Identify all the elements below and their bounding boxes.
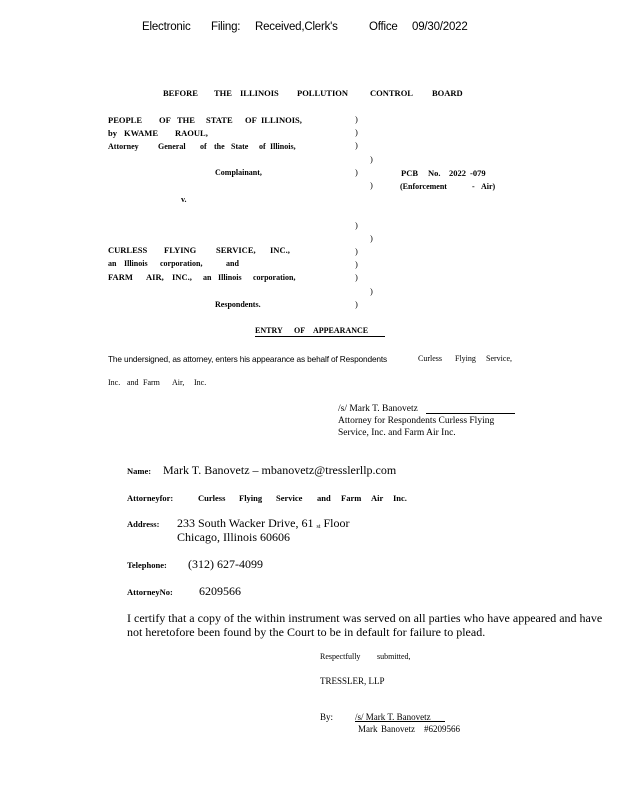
attorney-for-word: Curless	[198, 493, 226, 503]
caption-word: INC.,	[172, 272, 192, 282]
signature-role-line: Attorney for Respondents Curless Flying	[338, 416, 495, 426]
respectfully-word: Respectfully	[320, 652, 361, 661]
case-number-word: 2022	[449, 168, 466, 178]
caption-word: and	[226, 259, 239, 268]
filing-header-word: Received,Clerk's	[255, 21, 338, 33]
complainant-role: Complainant,	[215, 168, 262, 177]
attorney-for-word: and	[317, 493, 331, 503]
attorney-no-label: AttorneyNo:	[127, 587, 173, 597]
case-number-word: PCB	[401, 168, 418, 178]
paren: )	[355, 167, 358, 177]
caption-word: SERVICE,	[216, 245, 256, 255]
address-floor: Floor	[323, 516, 350, 530]
filing-header-word: Filing:	[211, 21, 241, 33]
caption-word: AIR,	[146, 272, 164, 282]
caption-word: of	[200, 142, 207, 151]
address-line-1	[177, 516, 349, 531]
caption-word: OF	[159, 115, 171, 125]
address-line-2: Chicago, Illinois 60606	[177, 530, 290, 544]
address-label: Address:	[127, 519, 160, 529]
caption-word: Illinois	[218, 273, 242, 282]
caption-word: PEOPLE	[108, 115, 143, 125]
attorney-for-word: Flying	[239, 493, 263, 503]
signature-role-line: Service, Inc. and Farm Air Inc.	[338, 428, 456, 438]
caption-word: ILLINOIS,	[261, 115, 302, 125]
attorney-no-value: 6209566	[199, 584, 241, 598]
body-word: and	[127, 378, 139, 387]
telephone-value: (312) 627-4099	[188, 557, 263, 571]
caption-word: FLYING	[164, 245, 197, 255]
caption-word: an	[203, 273, 212, 282]
case-type-word: Air)	[481, 182, 496, 191]
attorney-for-label: Attorneyfor:	[127, 493, 174, 503]
caption-word: corporation,	[253, 273, 296, 282]
case-number-word: -079	[470, 168, 486, 178]
caption-word: the	[214, 142, 225, 151]
paren: )	[370, 233, 373, 243]
caption-word: THE	[177, 115, 195, 125]
doc-title-word: OF	[294, 326, 306, 335]
telephone-label: Telephone:	[127, 560, 167, 570]
board-title-word: THE	[214, 88, 232, 98]
caption-word: OF	[245, 115, 257, 125]
by-signature-line	[355, 721, 445, 722]
filing-header-word: Office	[369, 21, 398, 33]
appearance-text: The undersigned, as attorney, enters his appearance as behalf of Respondents	[108, 354, 388, 364]
attorney-for-word: Air	[371, 493, 384, 503]
body-word: Farm	[143, 378, 160, 387]
board-title-word: BEFORE	[163, 88, 198, 98]
attorney-for-word: Service	[276, 493, 303, 503]
paren: )	[355, 220, 358, 230]
attorney-for-word: Farm	[341, 493, 362, 503]
name-value: Mark T. Banovetz – mbanovetz@tresslerllp.com	[163, 463, 397, 477]
body-word: Curless	[418, 354, 442, 363]
paren: )	[355, 246, 358, 256]
board-title-word: POLLUTION	[297, 88, 349, 98]
by-name-word: Banovetz	[381, 724, 415, 734]
body-word: Service,	[486, 354, 512, 363]
filing-header-word: Electronic	[142, 21, 191, 33]
paren: )	[355, 259, 358, 269]
caption-word: Illinois	[124, 259, 148, 268]
caption-word: Illinois,	[270, 142, 296, 151]
caption-word: STATE	[206, 115, 233, 125]
firm-name: TRESSLER, LLP	[320, 676, 385, 686]
by-name-word: #6209566	[424, 724, 460, 734]
attorney-for-word: Inc.	[393, 493, 407, 503]
versus-label: v.	[181, 195, 187, 204]
caption-word: State	[231, 142, 249, 151]
case-type-word: (Enforcement	[400, 182, 447, 191]
paren: )	[370, 180, 373, 190]
case-type-word: -	[472, 182, 475, 191]
board-title-word: ILLINOIS	[240, 88, 279, 98]
paren: )	[355, 140, 358, 150]
caption-word: FARM	[108, 272, 133, 282]
paren: )	[355, 114, 358, 124]
caption-word: KWAME	[124, 128, 158, 138]
filing-header-date: 09/30/2022	[412, 21, 468, 33]
caption-word: by	[108, 128, 117, 138]
caption-word: corporation,	[160, 259, 203, 268]
name-label: Name:	[127, 466, 152, 476]
board-title-word: CONTROL	[370, 88, 413, 98]
caption-word: RAOUL,	[175, 128, 208, 138]
board-title-word: BOARD	[432, 88, 463, 98]
signature-line	[426, 413, 515, 414]
body-word: Air,	[172, 378, 185, 387]
paren: )	[355, 127, 358, 137]
certificate-line: not heretofore been found by the Court to be in default for failure to plead.	[127, 625, 486, 639]
caption-word: General	[158, 142, 186, 151]
body-word: Flying	[455, 354, 476, 363]
paren: )	[370, 286, 373, 296]
caption-word: CURLESS	[108, 245, 148, 255]
signature: /s/ Mark T. Banovetz	[338, 404, 418, 414]
doc-title-word: ENTRY	[255, 326, 283, 335]
paren: )	[355, 299, 358, 309]
doc-title-underline	[255, 336, 385, 337]
address-street: 233 South Wacker Drive, 61	[177, 516, 314, 530]
caption-word: Attorney	[108, 142, 139, 151]
caption-word: an	[108, 259, 117, 268]
case-number-word: No.	[428, 168, 441, 178]
caption-word: of	[259, 142, 266, 151]
paren: )	[355, 272, 358, 282]
by-name-word: Mark	[358, 724, 378, 734]
by-signature: /s/ Mark T. Banovetz	[355, 712, 431, 722]
respondent-role: Respondents.	[215, 300, 261, 309]
respectfully-word: submitted,	[377, 652, 411, 661]
address-suffix: st	[316, 524, 321, 530]
paren: )	[370, 154, 373, 164]
body-word: Inc.	[108, 378, 121, 387]
body-word: Inc.	[194, 378, 207, 387]
certificate-line: I certify that a copy of the within instrument was served on all parties who have appeared and have	[127, 611, 603, 625]
doc-title-word: APPEARANCE	[313, 326, 369, 335]
caption-word: INC.,	[270, 245, 290, 255]
by-label: By:	[320, 712, 334, 722]
